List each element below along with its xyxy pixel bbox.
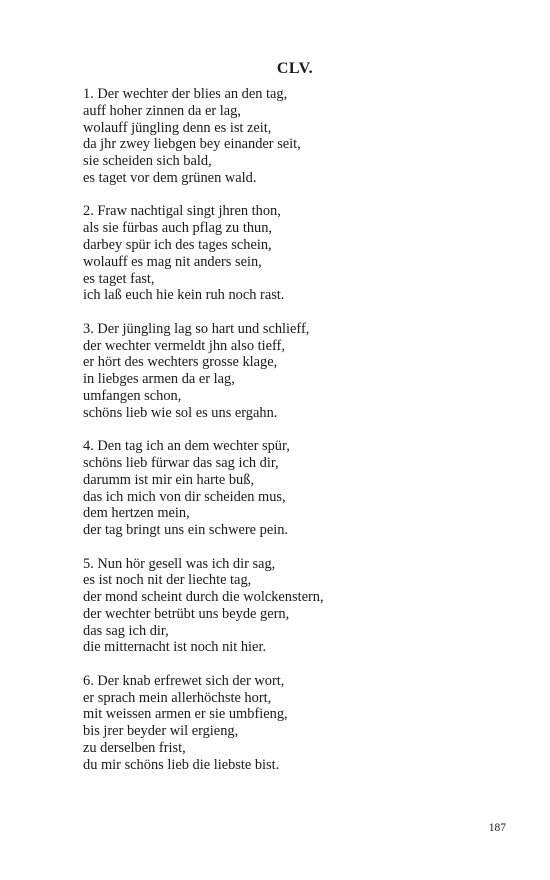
stanza-1-line-6: es taget vor dem grünen wald. (83, 169, 257, 186)
stanza-5-line-1: 5. Nun hör gesell was ich dir sag, (83, 555, 276, 572)
stanza-5-line-6: die mitternacht ist noch nit hier. (83, 639, 267, 656)
stanza-2-line-3: darbey spür ich des tages schein, (83, 236, 272, 253)
stanza-1-line-2: auff hoher zinnen da er lag, (83, 102, 241, 119)
stanza-2-line-5: es taget fast, (83, 270, 155, 287)
stanza-1-line-1: 1. Der wechter der blies an den tag, (83, 86, 288, 102)
stanza-4-line-2: schöns lieb fürwar das sag ich dir, (83, 454, 279, 471)
stanza-3 (83, 321, 523, 422)
stanza-5-line-3: der mond scheint durch die wolckenstern, (83, 589, 324, 606)
stanza-4-line-4: das ich mich von dir scheiden mus, (83, 488, 286, 505)
stanza-4-line-6: der tag bringt uns ein schwere pein. (83, 522, 289, 539)
page-number: 187 (488, 822, 506, 834)
stanza-3-line-2: der wechter vermeldt jhn also tieff, (83, 337, 285, 354)
stanza-4-line-1: 4. Den tag ich an dem wechter spür, (83, 438, 290, 455)
stanza-3-line-4: in liebges armen da er lag, (83, 371, 235, 388)
stanza-6-line-6: du mir schöns lieb die liebste bist. (83, 756, 280, 773)
stanza-5-line-4: der wechter betrübt uns beyde gern, (83, 605, 290, 622)
stanza-1 (83, 86, 523, 187)
stanza-2-line-6: ich laß euch hie kein ruh noch rast. (83, 287, 285, 304)
stanza-3-line-3: er hört des wechters grosse klage, (83, 354, 278, 371)
stanza-2-line-1: 2. Fraw nachtigal singt jhren thon, (83, 203, 281, 220)
stanza-3-line-1: 3. Der jüngling lag so hart und schlieff, (83, 320, 310, 337)
stanza-2-line-2: als sie fürbas auch pflag zu thun, (83, 220, 273, 237)
stanza-6 (83, 673, 523, 774)
stanza-4-line-3: darumm ist mir ein harte buß, (83, 471, 255, 488)
stanza-5-line-5: das sag ich dir, (83, 622, 169, 639)
stanza-1-line-3: wolauff jüngling denn es ist zeit, (83, 119, 272, 136)
stanza-5-line-2: es ist noch nit der liechte tag, (83, 572, 252, 589)
stanza-2-line-4: wolauff es mag nit anders sein, (83, 253, 262, 270)
stanza-6-line-5: zu derselben frist, (83, 740, 186, 757)
stanza-6-line-2: er sprach mein allerhöchste hort, (83, 689, 272, 706)
stanza-6-line-3: mit weissen armen er sie umbfieng, (83, 706, 288, 723)
stanza-1-line-4: da jhr zwey liebgen bey einander seit, (83, 136, 301, 153)
stanza-4 (83, 438, 523, 539)
stanza-4-line-5: dem hertzen mein, (83, 505, 190, 522)
poem-title: CLV. (276, 60, 314, 77)
stanza-6-line-4: bis jrer beyder wil ergieng, (83, 723, 239, 740)
stanza-5 (83, 556, 523, 657)
poem-body (83, 86, 523, 790)
stanza-6-line-1: 6. Der knab erfrewet sich der wort, (83, 672, 285, 689)
stanza-1-line-5: sie scheiden sich bald, (83, 153, 212, 170)
stanza-3-line-5: umfangen schon, (83, 387, 182, 404)
stanza-3-line-6: schöns lieb wie sol es uns ergahn. (83, 404, 278, 421)
stanza-2 (83, 203, 523, 304)
